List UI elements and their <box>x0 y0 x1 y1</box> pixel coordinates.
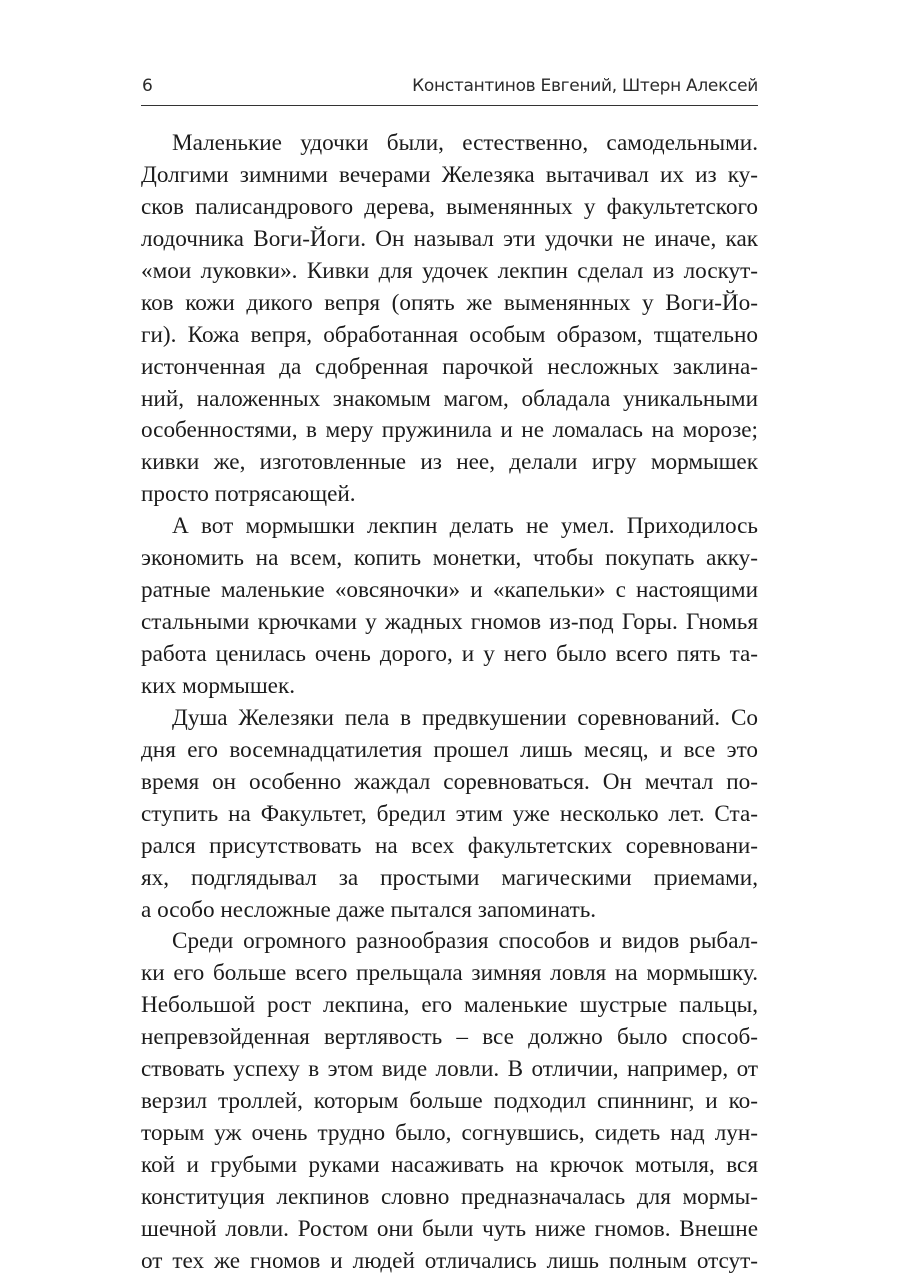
text-line: ки его больше всего прельщала зимняя ловля на мормышку. <box>141 960 758 987</box>
text-line: экономить на всем, копить монетки, чтобы покупать акку- <box>141 545 758 572</box>
text-line: Долгими зимними вечерами Железяка вытачивал их из ку- <box>141 161 758 188</box>
text-line: от тех же гномов и людей отличались лишь полным отсут- <box>141 1247 758 1274</box>
text-line: «мои луковки». Кивки для удочек лекпин сделал из лоскут- <box>141 257 758 284</box>
text-line: конституция лекпинов словно предназначалась для мормы- <box>141 1183 758 1210</box>
text-line: особенностями, в меру пружинила и не ломалась на морозе; <box>141 417 758 444</box>
text-line: торым уж очень трудно было, согнувшись, сидеть над лун- <box>141 1120 758 1147</box>
text-line: лодочника Воги-Йоги. Он называл эти удочки не иначе, как <box>141 225 758 252</box>
paragraph <box>141 703 758 927</box>
text-line: работа ценилась очень дорого, и у него было всего пять та- <box>141 641 758 667</box>
text-line: стальными крючками у жадных гномов из-под Горы. Гномья <box>141 609 758 636</box>
header-rule <box>141 105 758 106</box>
text-line: шечной ловли. Ростом они были чуть ниже гномов. Внешне <box>141 1215 758 1242</box>
text-line: время он особенно жаждал соревноваться. Он мечтал по- <box>141 768 758 795</box>
text-line: Небольшой рост лекпина, его маленькие шустрые пальцы, <box>141 992 758 1019</box>
text-line: ги). Кожа вепря, обработанная особым образом, тщательно <box>141 321 758 348</box>
paragraph <box>141 128 758 511</box>
text-line: а особо несложные даже пытался запоминать. <box>141 896 597 923</box>
text-line: ний, наложенных знакомым магом, обладала уникальными <box>141 385 758 412</box>
text-line: ратные маленькие «овсяночки» и «капельки» с настоящими <box>141 577 758 604</box>
text-line: кивки же, изготовленные из нее, делали игру мормышек <box>141 449 758 476</box>
text-line: истонченная да сдобренная парочкой несложных заклина- <box>141 353 758 380</box>
text-line: просто потрясающей. <box>141 481 356 508</box>
text-line: А вот мормышки лекпин делать не умел. Приходилось <box>172 513 758 540</box>
text-line: Среди огромного разнообразия способов и видов рыбал- <box>172 928 758 955</box>
paragraph <box>141 926 758 1277</box>
text-line: кой и грубыми руками насаживать на крючок мотыля, вся <box>141 1152 758 1178</box>
text-line: Душа Железяки пела в предвкушении соревнований. Со <box>172 704 758 731</box>
paragraph <box>141 511 758 703</box>
text-line: верзил троллей, которым больше подходил спиннинг, и ко- <box>141 1088 758 1115</box>
running-header <box>141 74 758 102</box>
text-line: ях, подглядывал за простыми магическими приемами, <box>141 864 758 891</box>
page-number: 6 <box>142 76 153 96</box>
text-line: ков кожи дикого вепря (опять же выменянных у Воги-Йо- <box>141 289 758 316</box>
text-line: ких мормышек. <box>141 672 296 699</box>
text-line: Маленькие удочки были, естественно, самодельными. <box>172 130 758 156</box>
body-text <box>141 128 758 1278</box>
text-line: ступить на Факультет, бредил этим уже несколько лет. Ста- <box>141 800 758 827</box>
text-line: сков палисандрового дерева, выменянных у факультетского <box>141 193 758 220</box>
text-line: рался присутствовать на всех факультетских соревновани- <box>141 832 758 859</box>
text-line: дня его восемнадцатилетия прошел лишь месяц, и все это <box>141 736 758 763</box>
text-line: непревзойденная вертлявость – все должно было способ- <box>141 1024 758 1051</box>
text-line: ствовать успеху в этом виде ловли. В отличии, например, от <box>141 1056 758 1083</box>
running-header-authors: Константинов Евгений, Штерн Алексей <box>412 76 758 96</box>
